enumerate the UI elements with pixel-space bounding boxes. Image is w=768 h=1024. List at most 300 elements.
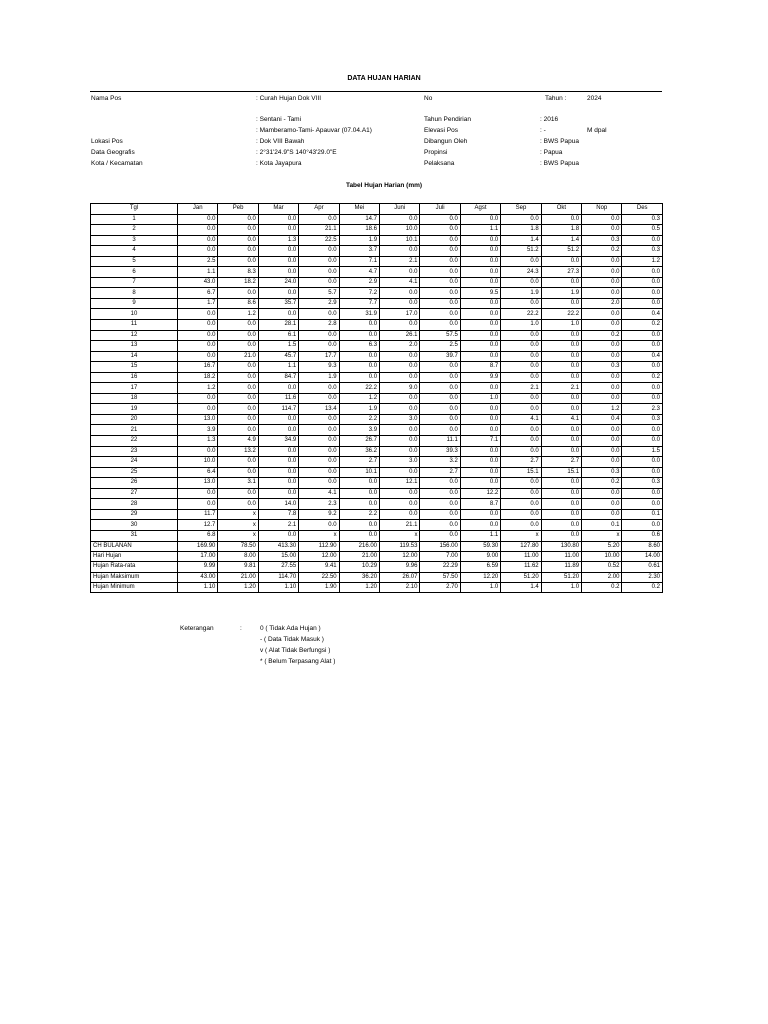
value-cell: 0.0 xyxy=(582,383,622,394)
value-cell: 22.2 xyxy=(339,383,379,394)
value-cell: 0.0 xyxy=(178,235,218,246)
value-cell: 0.0 xyxy=(541,425,581,436)
value-cell: 0.5 xyxy=(622,225,663,236)
value-cell: 0.0 xyxy=(218,256,258,267)
value-cell: 6.4 xyxy=(178,467,218,478)
value-cell: 0.61 xyxy=(622,562,663,572)
value-cell: 0.0 xyxy=(622,267,663,278)
value-cell: 5.7 xyxy=(299,288,339,299)
value-cell: 18.2 xyxy=(178,372,218,383)
value-cell: 22.2 xyxy=(541,309,581,320)
value-cell: 0.0 xyxy=(299,330,339,341)
value-cell: 0.0 xyxy=(501,298,541,309)
value-cell: 0.0 xyxy=(460,277,500,288)
value-cell: 9.81 xyxy=(218,562,258,572)
value-cell: 22.2 xyxy=(501,309,541,320)
value-cell: 0.0 xyxy=(501,478,541,489)
value-cell: 22.29 xyxy=(420,562,460,572)
value-cell: 0.0 xyxy=(258,267,298,278)
value-cell: 0.0 xyxy=(380,214,420,225)
table-row xyxy=(91,478,663,489)
summary-label-cell: Hujan Minimum xyxy=(91,583,178,593)
value-cell: 0.0 xyxy=(622,362,663,373)
value-cell: 0.0 xyxy=(622,436,663,447)
value-cell: 0.0 xyxy=(299,383,339,394)
col-header: Peb xyxy=(218,204,258,215)
value-cell: 0.0 xyxy=(420,499,460,510)
table-row xyxy=(91,457,663,468)
value-cell: 0.0 xyxy=(582,320,622,331)
value-cell: 10.0 xyxy=(380,225,420,236)
notes-label: Keterangan xyxy=(180,625,214,632)
summary-row xyxy=(91,583,663,593)
value-cell: 15.1 xyxy=(501,467,541,478)
value-cell: 17.00 xyxy=(178,551,218,561)
table-row xyxy=(91,425,663,436)
value-cell: 0.0 xyxy=(380,320,420,331)
value-cell: 2.1 xyxy=(258,520,298,531)
value-cell: 0.0 xyxy=(460,341,500,352)
value-cell: 28.1 xyxy=(258,320,298,331)
value-cell: x xyxy=(380,530,420,541)
value-cell: 2.0 xyxy=(582,298,622,309)
value-cell: 1.10 xyxy=(178,583,218,593)
value-cell: 0.0 xyxy=(622,457,663,468)
value-cell: 8.00 xyxy=(218,551,258,561)
lokasi-label: Lokasi Pos xyxy=(91,138,123,145)
value-cell: 0.0 xyxy=(258,309,298,320)
value-cell: 12.2 xyxy=(460,488,500,499)
table-row xyxy=(91,446,663,457)
value-cell: 0.3 xyxy=(622,478,663,489)
value-cell: 1.1 xyxy=(460,530,500,541)
value-cell: 0.0 xyxy=(622,330,663,341)
table-row xyxy=(91,246,663,257)
value-cell: 11.62 xyxy=(501,562,541,572)
value-cell: 1.3 xyxy=(258,235,298,246)
value-cell: 0.0 xyxy=(501,509,541,520)
value-cell: 2.2 xyxy=(339,414,379,425)
day-cell: 27 xyxy=(91,488,178,499)
value-cell: 0.0 xyxy=(420,235,460,246)
note-item: - ( Data Tidak Masuk ) xyxy=(260,636,324,643)
col-header: Okt xyxy=(541,204,581,215)
value-cell: 0.0 xyxy=(218,414,258,425)
col-header: Mei xyxy=(339,204,379,215)
value-cell: 10.1 xyxy=(339,467,379,478)
value-cell: 18.6 xyxy=(339,225,379,236)
pelaksana-label: Pelaksana xyxy=(424,160,455,167)
value-cell: 0.0 xyxy=(178,351,218,362)
tahun-pendirian-value: : 2016 xyxy=(540,116,559,123)
value-cell: 0.0 xyxy=(460,425,500,436)
value-cell: 7.7 xyxy=(339,298,379,309)
value-cell: 8.3 xyxy=(218,267,258,278)
value-cell: 0.0 xyxy=(541,256,581,267)
table-row xyxy=(91,467,663,478)
col-header: Nop xyxy=(582,204,622,215)
value-cell: 0.2 xyxy=(622,372,663,383)
day-cell: 24 xyxy=(91,457,178,468)
value-cell: 0.4 xyxy=(622,351,663,362)
value-cell: 12.1 xyxy=(380,478,420,489)
value-cell: 9.0 xyxy=(380,383,420,394)
value-cell: 0.0 xyxy=(218,235,258,246)
value-cell: 1.20 xyxy=(218,583,258,593)
value-cell: 0.4 xyxy=(582,414,622,425)
lokasi-value: : Dok VIII Bawah xyxy=(256,138,305,145)
value-cell: 51.20 xyxy=(501,572,541,582)
value-cell: 0.0 xyxy=(258,246,298,257)
summary-label-cell: CH BULANAN xyxy=(91,541,178,551)
value-cell: 0.0 xyxy=(460,246,500,257)
value-cell: 0.0 xyxy=(582,372,622,383)
value-cell: 78.50 xyxy=(218,541,258,551)
value-cell: 24.3 xyxy=(501,267,541,278)
value-cell: 0.0 xyxy=(258,225,298,236)
value-cell: 0.0 xyxy=(299,467,339,478)
value-cell: 21.0 xyxy=(218,351,258,362)
value-cell: 2.70 xyxy=(420,583,460,593)
value-cell: 11.6 xyxy=(258,393,298,404)
value-cell: 0.0 xyxy=(420,309,460,320)
value-cell: 0.0 xyxy=(541,393,581,404)
value-cell: 0.0 xyxy=(541,214,581,225)
value-cell: 0.0 xyxy=(420,256,460,267)
value-cell: 51.2 xyxy=(541,246,581,257)
value-cell: 17.0 xyxy=(380,309,420,320)
value-cell: 0.0 xyxy=(501,256,541,267)
header-rule xyxy=(90,91,662,92)
value-cell: 1.2 xyxy=(582,404,622,415)
value-cell: 0.0 xyxy=(218,214,258,225)
value-cell: 0.0 xyxy=(258,425,298,436)
value-cell: x xyxy=(218,530,258,541)
value-cell: 0.0 xyxy=(380,246,420,257)
day-cell: 23 xyxy=(91,446,178,457)
value-cell: 1.2 xyxy=(339,393,379,404)
value-cell: 0.0 xyxy=(501,446,541,457)
value-cell: 0.0 xyxy=(218,393,258,404)
table-row xyxy=(91,499,663,510)
value-cell: 18.2 xyxy=(218,277,258,288)
value-cell: 169.90 xyxy=(178,541,218,551)
value-cell: 17.7 xyxy=(299,351,339,362)
value-cell: 0.0 xyxy=(258,414,298,425)
value-cell: 2.7 xyxy=(541,457,581,468)
value-cell: 26.7 xyxy=(339,436,379,447)
value-cell: 0.0 xyxy=(380,351,420,362)
day-cell: 20 xyxy=(91,414,178,425)
col-header: Juli xyxy=(420,204,460,215)
value-cell: 0.0 xyxy=(460,298,500,309)
value-cell: 12.00 xyxy=(299,551,339,561)
value-cell: 1.2 xyxy=(178,383,218,394)
value-cell: 6.59 xyxy=(460,562,500,572)
value-cell: 13.0 xyxy=(178,414,218,425)
value-cell: 0.0 xyxy=(299,267,339,278)
value-cell: 0.0 xyxy=(339,362,379,373)
table-row xyxy=(91,256,663,267)
value-cell: 0.0 xyxy=(339,330,379,341)
value-cell: 0.0 xyxy=(218,320,258,331)
table-row xyxy=(91,404,663,415)
value-cell: 0.0 xyxy=(299,520,339,531)
value-cell: 10.00 xyxy=(582,551,622,561)
value-cell: 2.1 xyxy=(541,383,581,394)
elevasi-unit: M dpal xyxy=(587,127,607,134)
value-cell: 3.9 xyxy=(178,425,218,436)
value-cell: 0.0 xyxy=(178,330,218,341)
value-cell: 0.0 xyxy=(218,404,258,415)
value-cell: 0.0 xyxy=(460,414,500,425)
value-cell: 0.0 xyxy=(460,383,500,394)
value-cell: 0.0 xyxy=(622,383,663,394)
note-item: v ( Alat Tidak Berfungsi ) xyxy=(260,647,331,654)
value-cell: 35.7 xyxy=(258,298,298,309)
day-cell: 1 xyxy=(91,214,178,225)
day-cell: 4 xyxy=(91,246,178,257)
value-cell: 0.3 xyxy=(622,214,663,225)
value-cell: 0.0 xyxy=(460,309,500,320)
value-cell: 0.0 xyxy=(258,383,298,394)
value-cell: 10.0 xyxy=(178,457,218,468)
value-cell: 51.2 xyxy=(501,246,541,257)
summary-row xyxy=(91,551,663,561)
value-cell: 1.0 xyxy=(541,583,581,593)
value-cell: 0.0 xyxy=(460,457,500,468)
value-cell: 51.20 xyxy=(541,572,581,582)
value-cell: 0.0 xyxy=(420,509,460,520)
col-header: Mar xyxy=(258,204,298,215)
value-cell: 14.0 xyxy=(258,499,298,510)
value-cell: 12.20 xyxy=(460,572,500,582)
value-cell: 0.0 xyxy=(541,298,581,309)
value-cell: 1.1 xyxy=(460,225,500,236)
value-cell: 0.0 xyxy=(420,320,460,331)
table-row xyxy=(91,393,663,404)
value-cell: 2.9 xyxy=(299,298,339,309)
table-row xyxy=(91,520,663,531)
day-cell: 26 xyxy=(91,478,178,489)
value-cell: 0.3 xyxy=(622,246,663,257)
table-row xyxy=(91,309,663,320)
value-cell: 2.2 xyxy=(339,509,379,520)
col-header: Sep xyxy=(501,204,541,215)
tahun-pendirian-label: Tahun Pendirian xyxy=(424,116,471,123)
day-cell: 5 xyxy=(91,256,178,267)
value-cell: 0.0 xyxy=(541,520,581,531)
value-cell: 0.0 xyxy=(178,214,218,225)
value-cell: 12.7 xyxy=(178,520,218,531)
value-cell: 21.1 xyxy=(299,225,339,236)
value-cell: 413.30 xyxy=(258,541,298,551)
dibangun-label: Dibangun Oleh xyxy=(424,138,468,145)
value-cell: 21.00 xyxy=(218,572,258,582)
day-cell: 19 xyxy=(91,404,178,415)
day-cell: 28 xyxy=(91,499,178,510)
value-cell: 12.00 xyxy=(380,551,420,561)
value-cell: 0.0 xyxy=(420,298,460,309)
value-cell: 5.20 xyxy=(582,541,622,551)
propinsi-label: Propinsi xyxy=(424,149,448,156)
value-cell: 0.0 xyxy=(582,509,622,520)
value-cell: 4.1 xyxy=(541,414,581,425)
table-row xyxy=(91,530,663,541)
value-cell: 6.8 xyxy=(178,530,218,541)
table-row xyxy=(91,298,663,309)
value-cell: 0.3 xyxy=(622,414,663,425)
value-cell: 0.0 xyxy=(460,467,500,478)
value-cell: 0.0 xyxy=(582,457,622,468)
note-item: * ( Belum Terpasang Alat ) xyxy=(260,658,336,665)
value-cell: 9.41 xyxy=(299,562,339,572)
value-cell: 2.5 xyxy=(420,341,460,352)
table-row xyxy=(91,267,663,278)
value-cell: 0.52 xyxy=(582,562,622,572)
value-cell: 0.0 xyxy=(622,277,663,288)
value-cell: 2.00 xyxy=(582,572,622,582)
sungai-value: : Sentani - Tami xyxy=(256,116,302,123)
value-cell: 0.0 xyxy=(460,351,500,362)
value-cell: 16.7 xyxy=(178,362,218,373)
table-row xyxy=(91,383,663,394)
day-cell: 18 xyxy=(91,393,178,404)
value-cell: 0.0 xyxy=(339,351,379,362)
wilayah-sungai-value: : Mamberamo-Tami- Apauvar (07.04.A1) xyxy=(256,127,372,134)
value-cell: 0.0 xyxy=(218,372,258,383)
value-cell: 0.0 xyxy=(178,446,218,457)
value-cell: 15.00 xyxy=(258,551,298,561)
value-cell: 0.0 xyxy=(460,404,500,415)
value-cell: 0.4 xyxy=(622,309,663,320)
value-cell: 0.0 xyxy=(299,425,339,436)
value-cell: 0.0 xyxy=(501,330,541,341)
value-cell: 0.0 xyxy=(582,267,622,278)
value-cell: 2.8 xyxy=(299,320,339,331)
value-cell: 0.0 xyxy=(299,393,339,404)
tahun-label: Tahun : xyxy=(545,95,567,102)
value-cell: 0.0 xyxy=(460,235,500,246)
elevasi-label: Elevasi Pos xyxy=(424,127,458,134)
value-cell: 0.2 xyxy=(582,478,622,489)
day-cell: 2 xyxy=(91,225,178,236)
value-cell: 114.7 xyxy=(258,404,298,415)
value-cell: 11.00 xyxy=(541,551,581,561)
value-cell: 0.0 xyxy=(541,488,581,499)
value-cell: 0.0 xyxy=(420,288,460,299)
value-cell: 1.2 xyxy=(622,256,663,267)
value-cell: x xyxy=(582,530,622,541)
value-cell: 0.0 xyxy=(460,256,500,267)
page-title: DATA HUJAN HARIAN xyxy=(347,75,421,82)
value-cell: 0.0 xyxy=(501,372,541,383)
value-cell: 0.0 xyxy=(582,309,622,320)
value-cell: 6.1 xyxy=(258,330,298,341)
value-cell: 26.07 xyxy=(380,572,420,582)
value-cell: 1.5 xyxy=(622,446,663,457)
value-cell: 1.4 xyxy=(501,583,541,593)
value-cell: 9.2 xyxy=(299,509,339,520)
value-cell: 0.0 xyxy=(178,246,218,257)
table-row xyxy=(91,351,663,362)
value-cell: 0.0 xyxy=(622,467,663,478)
value-cell: 59.30 xyxy=(460,541,500,551)
value-cell: 0.0 xyxy=(541,277,581,288)
value-cell: 2.10 xyxy=(380,583,420,593)
table-row xyxy=(91,225,663,236)
table-row xyxy=(91,277,663,288)
value-cell: 0.0 xyxy=(460,509,500,520)
value-cell: 21.1 xyxy=(380,520,420,531)
value-cell: 7.1 xyxy=(460,436,500,447)
value-cell: 0.0 xyxy=(460,446,500,457)
value-cell: 0.0 xyxy=(420,393,460,404)
value-cell: 0.0 xyxy=(339,488,379,499)
day-cell: 3 xyxy=(91,235,178,246)
value-cell: 0.0 xyxy=(178,341,218,352)
value-cell: 2.5 xyxy=(178,256,218,267)
value-cell: 0.0 xyxy=(541,530,581,541)
value-cell: 0.1 xyxy=(582,520,622,531)
value-cell: 0.0 xyxy=(420,246,460,257)
value-cell: 0.0 xyxy=(582,341,622,352)
nama-pos-value: : Curah Hujan Dok VIII xyxy=(256,95,322,102)
summary-row xyxy=(91,541,663,551)
value-cell: 0.0 xyxy=(582,277,622,288)
value-cell: 0.0 xyxy=(541,499,581,510)
value-cell: 6.3 xyxy=(339,341,379,352)
value-cell: 1.5 xyxy=(258,341,298,352)
day-cell: 8 xyxy=(91,288,178,299)
value-cell: 0.0 xyxy=(218,467,258,478)
value-cell: 0.0 xyxy=(299,478,339,489)
table-row xyxy=(91,214,663,225)
value-cell: 1.20 xyxy=(339,583,379,593)
value-cell: 0.0 xyxy=(218,499,258,510)
value-cell: 0.0 xyxy=(218,341,258,352)
value-cell: 0.0 xyxy=(541,372,581,383)
value-cell: 0.0 xyxy=(380,488,420,499)
value-cell: 0.0 xyxy=(501,393,541,404)
value-cell: 0.0 xyxy=(460,320,500,331)
value-cell: x xyxy=(218,509,258,520)
value-cell: 2.9 xyxy=(339,277,379,288)
value-cell: 4.1 xyxy=(380,277,420,288)
value-cell: 0.0 xyxy=(582,425,622,436)
value-cell: 6.7 xyxy=(178,288,218,299)
value-cell: 8.7 xyxy=(460,362,500,373)
value-cell: 0.0 xyxy=(380,393,420,404)
value-cell: 22.50 xyxy=(299,572,339,582)
value-cell: 8.6 xyxy=(218,298,258,309)
value-cell: 0.0 xyxy=(582,214,622,225)
value-cell: 216.00 xyxy=(339,541,379,551)
value-cell: 0.0 xyxy=(582,488,622,499)
value-cell: 130.80 xyxy=(541,541,581,551)
value-cell: 0.0 xyxy=(622,288,663,299)
summary-row xyxy=(91,562,663,572)
value-cell: 0.0 xyxy=(501,341,541,352)
value-cell: 1.4 xyxy=(541,235,581,246)
value-cell: 9.96 xyxy=(380,562,420,572)
kota-value: : Kota Jayapura xyxy=(256,160,302,167)
day-cell: 22 xyxy=(91,436,178,447)
summary-label-cell: Hari Hujan xyxy=(91,551,178,561)
value-cell: 0.0 xyxy=(460,267,500,278)
table-row xyxy=(91,235,663,246)
value-cell: 0.0 xyxy=(420,404,460,415)
